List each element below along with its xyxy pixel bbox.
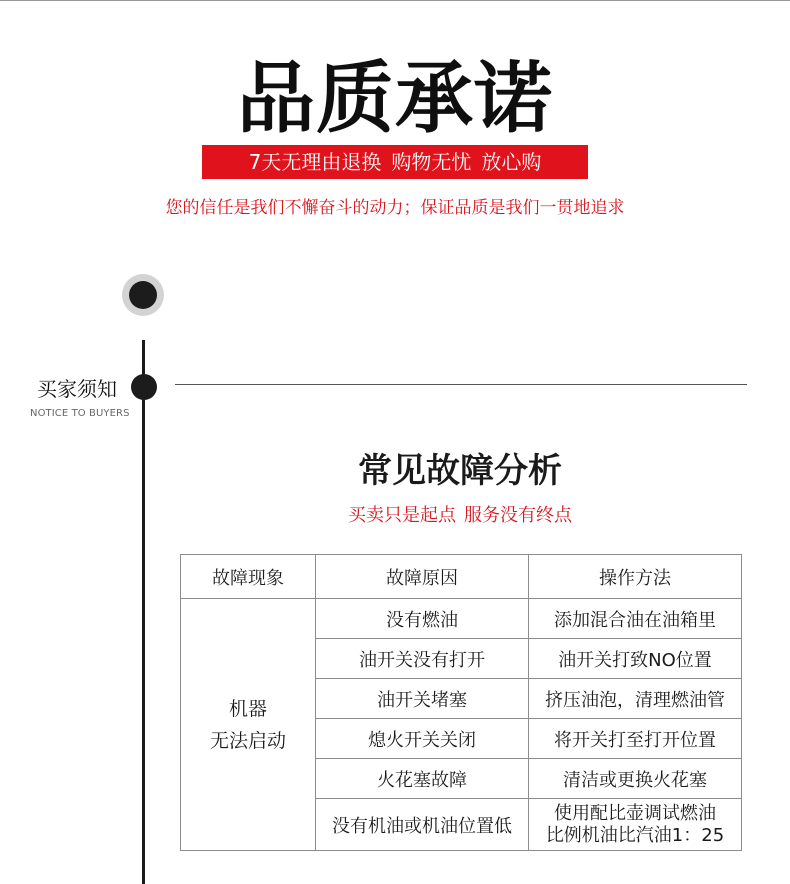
analysis-subtitle-part-1: 买卖只是起点 — [348, 505, 456, 526]
timeline-start-dot-icon — [122, 274, 164, 316]
cause-cell: 油开关堵塞 — [316, 679, 529, 719]
fault-table — [180, 554, 742, 851]
action-cell: 清洁或更换火花塞 — [529, 759, 742, 799]
action-cell — [529, 799, 742, 851]
section-divider — [175, 384, 747, 385]
action-cell: 添加混合油在油箱里 — [529, 599, 742, 639]
analysis-title: 常见故障分析 — [358, 451, 562, 491]
header-cause: 故障原因 — [316, 555, 529, 599]
hero-title: 品质承诺 — [236, 54, 553, 144]
header-symptom: 故障现象 — [181, 555, 316, 599]
action-cell: 油开关打致NO位置 — [529, 639, 742, 679]
hero-tagline: 您的信任是我们不懈奋斗的动力；保证品质是我们一贯地追求 — [165, 198, 625, 218]
cause-cell: 火花塞故障 — [316, 759, 529, 799]
banner-peace-of-mind: 放心购 — [481, 150, 542, 174]
table-header-row — [181, 555, 742, 599]
action-cell: 挤压油泡，清理燃油管 — [529, 679, 742, 719]
top-divider — [0, 0, 790, 1]
cause-cell: 油开关没有打开 — [316, 639, 529, 679]
table-row — [181, 599, 742, 639]
section-subtitle: NOTICE TO BUYERS — [30, 408, 130, 419]
symptom-line-2: 无法启动 — [209, 729, 286, 752]
hero-banner — [202, 145, 588, 179]
action-cell: 将开关打至打开位置 — [529, 719, 742, 759]
analysis-subtitle — [180, 503, 740, 529]
cause-cell: 没有燃油 — [316, 599, 529, 639]
banner-return-policy: 7天无理由退换 — [248, 150, 382, 174]
symptom-line-1: 机器 — [228, 697, 267, 720]
analysis-subtitle-part-2: 服务没有终点 — [464, 505, 572, 526]
banner-worry-free: 购物无忧 — [391, 150, 472, 174]
timeline-line — [142, 340, 145, 884]
section-title: 买家须知 — [37, 377, 117, 401]
header-action: 操作方法 — [529, 555, 742, 599]
action-line-2: 比例机油比汽油1：25 — [545, 824, 725, 846]
timeline-node-dot-icon — [131, 374, 157, 400]
cause-cell: 熄火开关关闭 — [316, 719, 529, 759]
action-line-1: 使用配比壶调试燃油 — [554, 802, 716, 824]
symptom-cell — [181, 599, 316, 851]
cause-cell: 没有机油或机油位置低 — [316, 799, 529, 851]
